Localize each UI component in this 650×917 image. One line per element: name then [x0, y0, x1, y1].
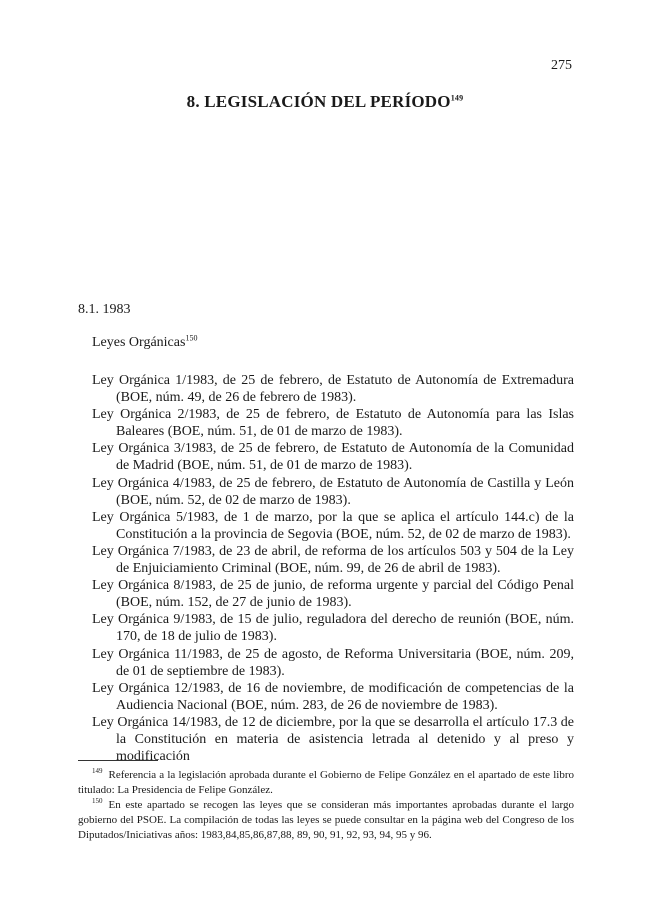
law-item: Ley Orgánica 2/1983, de 25 de febrero, de Estatuto de Autonomía para las Islas Baleares (BOE, núm. 51, de 01 de marzo de 1983).	[92, 407, 574, 440]
law-item: Ley Orgánica 12/1983, de 16 de noviembre, de modificación de competencias de la Audiencia Nacional (BOE, núm. 283, de 26 de noviembre de 1983).	[92, 680, 574, 713]
law-item: Ley Orgánica 8/1983, de 25 de junio, de reforma urgente y parcial del Código Penal (BOE, núm. 152, de 27 de junio de 1983).	[92, 578, 574, 611]
footnote-text: En este apartado se recogen las leyes que se consideran más importantes aprobadas durante el largo gobierno del PSOE. La compilación de todas las leyes se puede consultar en la página web del Congreso de los Diputados/Iniciativas años: 1983,84,85,86,87,88, 89, 90, 91, 92, 93, 94, 95 y 96.	[78, 799, 574, 841]
chapter-title-text: 8. LEGISLACIÓN DEL PERÍODO	[186, 92, 451, 111]
law-item: Ley Orgánica 3/1983, de 25 de febrero, de Estatuto de Autonomía de la Comunidad de Madrid (BOE, núm. 51, de 01 de marzo de 1983).	[92, 441, 574, 474]
chapter-title	[0, 92, 650, 112]
subheading-text: Leyes Orgánicas	[92, 335, 186, 350]
footnote-text: Referencia a la legislación aprobada durante el Gobierno de Felipe González en el apartado de este libro titulado: La Presidencia de Felipe González.	[78, 769, 574, 796]
footnote-ref-149: 149	[450, 93, 464, 103]
footnote-number: 149	[92, 767, 103, 776]
law-item: Ley Orgánica 5/1983, de 1 de marzo, por la que se aplica el artículo 144.c) de la Constitución a la provincia de Segovia (BOE, núm. 52, de 02 de marzo de 1983).	[92, 509, 574, 542]
page-number: 275	[551, 58, 572, 73]
footnote-divider	[78, 760, 158, 761]
footnote-149	[78, 768, 574, 798]
law-item: Ley Orgánica 9/1983, de 15 de julio, reguladora del derecho de reunión (BOE, núm. 170, de 18 de julio de 1983).	[92, 612, 574, 645]
footnote-150	[78, 798, 574, 843]
law-list	[92, 372, 574, 765]
law-item: Ley Orgánica 1/1983, de 25 de febrero, de Estatuto de Autonomía de Extremadura (BOE, núm. 49, de 26 de febrero de 1983).	[92, 373, 574, 406]
footnote-ref-150: 150	[185, 333, 198, 343]
law-item: Ley Orgánica 4/1983, de 25 de febrero, de Estatuto de Autonomía de Castilla y León (BOE, núm. 52, de 02 de marzo de 1983).	[92, 475, 574, 508]
subheading	[92, 335, 197, 351]
section-heading: 8.1. 1983	[78, 302, 131, 317]
law-item: Ley Orgánica 11/1983, de 25 de agosto, de Reforma Universitaria (BOE, núm. 209, de 01 de septiembre de 1983).	[92, 646, 574, 679]
law-item: Ley Orgánica 14/1983, de 12 de diciembre, por la que se desarrolla el artículo 17.3 de la Constitución en materia de asistencia letrada al detenido y al preso y modificación	[92, 714, 574, 765]
footnote-number: 150	[92, 797, 103, 806]
law-item: Ley Orgánica 7/1983, de 23 de abril, de reforma de los artículos 503 y 504 de la Ley de Enjuiciamiento Criminal (BOE, núm. 99, de 26 de abril de 1983).	[92, 543, 574, 577]
footnotes	[78, 768, 574, 843]
